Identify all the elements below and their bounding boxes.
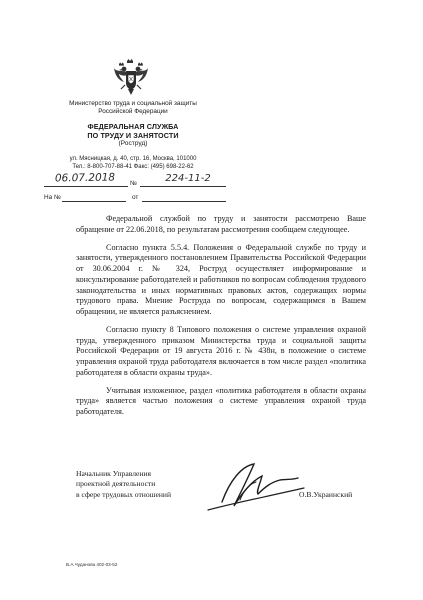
coat-of-arms-emblem-icon — [113, 58, 149, 98]
reference-from: от — [132, 194, 139, 201]
number-underline — [140, 186, 226, 187]
service-name: ФЕДЕРАЛЬНАЯ СЛУЖБА ПО ТРУДУ И ЗАНЯТОСТИ — [87, 122, 179, 140]
paragraph-2: Согласно пункта 5.5.4. Положения о Федеральной службе по труду и занятости, утвержденного постановлением Правительства Российской Федерации от 30.06.2004 г. № 324, Роструд осуществляет информирование и консультирование работодателей и работников по вопросам соблюдения трудового законодательства и иных нормативных правовых актов, содержащих нормы трудового права. Мнение Роструда по вопросам, содержащимся в Вашем обращении, не является разъяснением. — [76, 242, 366, 316]
handwritten-signature — [200, 460, 312, 522]
registration-date: 06.07.2018 — [54, 171, 116, 185]
ministry-name: Министерство труда и социальной защиты Российской Федерации — [69, 100, 197, 115]
signatory-title: Начальник Управления проектной деятельности в сфере трудовых отношений — [76, 469, 172, 499]
reference-date-line — [142, 201, 226, 202]
paragraph-1: Федеральной службой по труду и занятости рассмотрено Ваше обращение от 22.06.2018, по результатам рассмотрения сообщаем следующее. — [76, 214, 366, 234]
service-address: ул. Мясницкая, д. 40, стр. 16, Москва, 101000 Тел.: 8-800-707-88-41 Факс: (495) 698-22-62 — [69, 156, 197, 170]
reference-prefix: На № — [44, 194, 61, 201]
date-underline — [44, 186, 128, 187]
number-sign: № — [130, 180, 137, 187]
letter-body — [76, 214, 366, 425]
paragraph-4: Учитывая изложенное, раздел «политика работодателя в области охраны труда» является частью положения о системе управления охраной труда работодателя. — [76, 385, 366, 416]
registration-number: 224-11-2 — [165, 173, 211, 184]
paragraph-3: Согласно пункту 8 Типового положения о системе управления охраной труда, утвержденного приказом Министерства труда и социальной защиты Российской Федерации от 19 августа 2016 г. № 438н, в положение о системе управления охраной труда работодателя включается в том числе раздел «политика работодателя в области охраны труда». — [76, 324, 366, 377]
service-abbreviation: (Роструд) — [118, 140, 148, 147]
reference-number-line — [62, 201, 126, 202]
executor-note: В.А.Чуданова 402-03-52 — [66, 562, 118, 567]
signatory-name: О.В.Украинский — [299, 490, 353, 499]
